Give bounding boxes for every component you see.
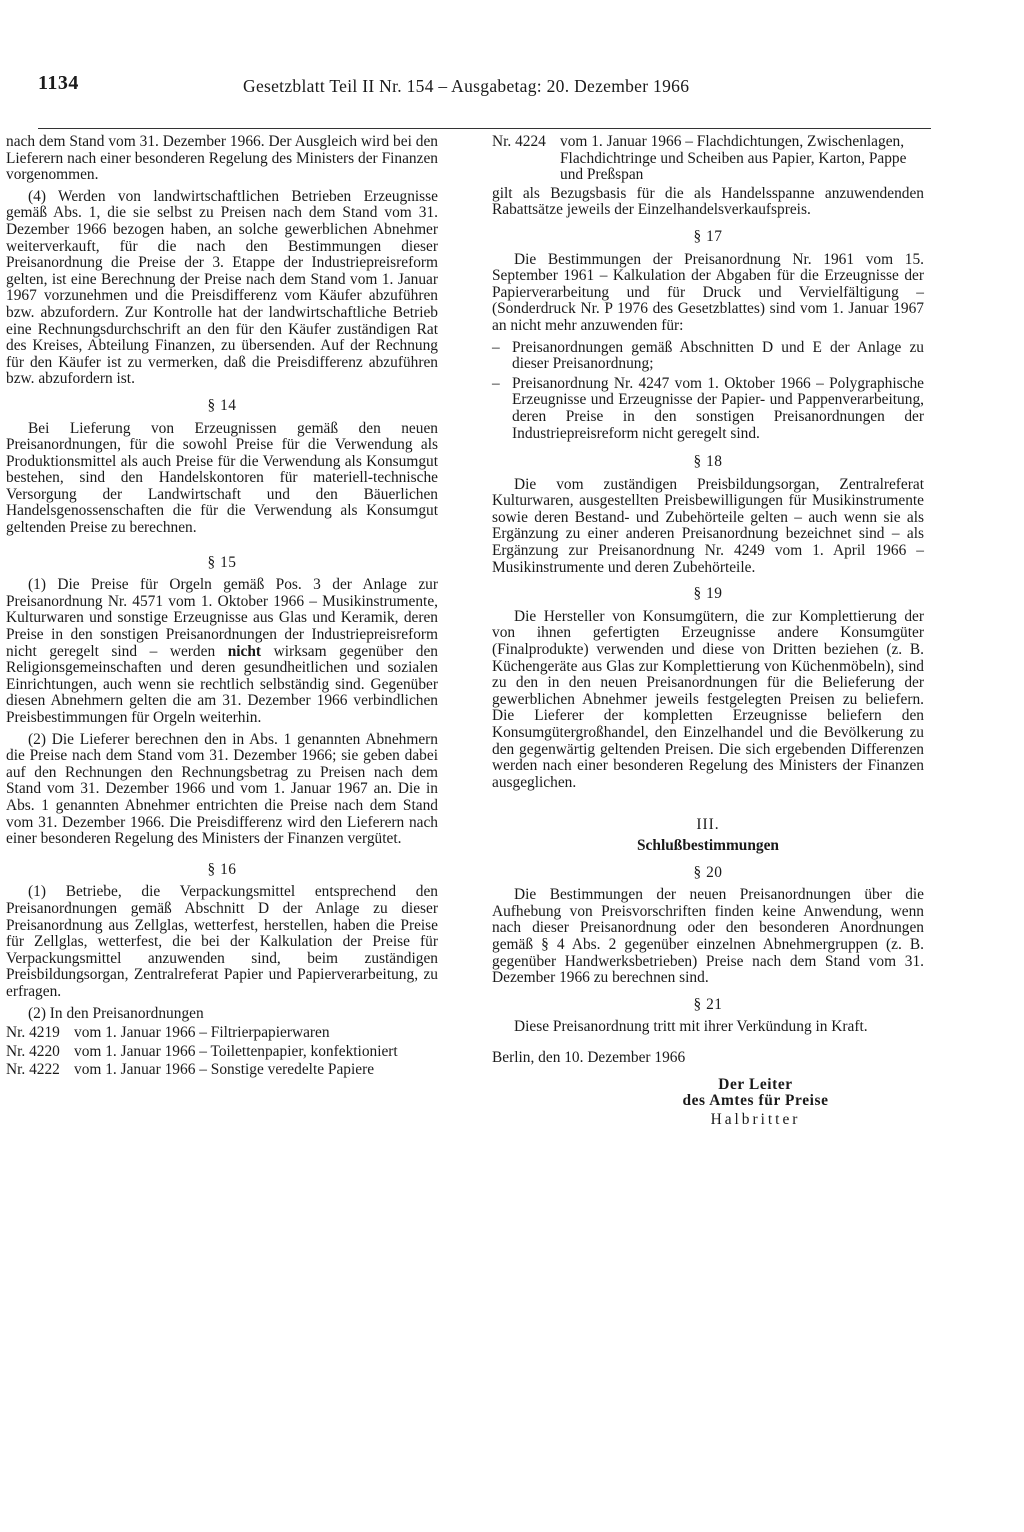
part-number: III. — [696, 816, 720, 834]
section-16-tail: gilt als Bezugsbasis für die als Handelsspanne anzuwendenden Rabattsätze jeweils der Einzelhandelsverkaufspreis. — [492, 184, 924, 219]
section-18-text: Die vom zuständigen Preisbildungsorgan, Zentralreferat Kulturwaren, ausgestellten Preisbewilligungen für Musikinstrumente sowie deren Bestand- und Zubehörteile gelten – auch wenn sie als Ergänzung zu einer anderen Preisanordnung bezeichnet sind – als Ergänzung zur Preisanordnung Nr. 4249 vom 1. April 1966 – Musikinstrumente und deren Zubehörteile. — [492, 475, 924, 576]
page-header — [0, 66, 1024, 106]
place-and-date: Berlin, den 10. Dezember 1966 — [492, 1048, 686, 1066]
section-17-text: Die Bestimmungen der Preisanordnung Nr. 1961 vom 15. September 1961 – Kalkulation der Abgaben für die Erzeugnisse der Papierverarbeitung und für Druck und Vervielfältigung – (Sonderdruck Nr. P 1976 des Gesetzblattes) sind vom 1. Januar 1967 an nicht mehr anzuwenden für: — [492, 250, 924, 334]
list-item — [492, 376, 924, 442]
entry-text: vom 1. Januar 1966 – Flachdichtungen, Zwischenlagen, Flachdichtringe und Scheiben aus Papier, Karton, Pappe und Preßspan — [560, 133, 907, 184]
signature-title-2: des Amtes für Preise — [682, 1092, 829, 1110]
paragraph-4: (4) Werden von landwirtschaftlichen Betrieben Erzeugnisse gemäß Abs. 1, die sie selbst zu Preisen nach dem Stand vom 31. Dezember 1966 bezogen haben, an solche gewerblichen Abnehmer weiterverkauft, für die nach den Bestimmungen dieser Preisanordnung die Preise der 3. Etappe der Industriepreisreform gelten, ist eine Berechnung der Preise nach dem Stand vom 1. Januar 1967 vorzunehmen und die Preisdifferenz vom Käufer abzuführen bzw. abzufordern. Zur Kontrolle hat der landwirtschaftliche Betrieb eine Rechnungsdurchschrift an den für den Käufer zuständigen Rat des Kreises, Abteilung Finanzen, zu übersenden. Auf der Rechnung für den Käufer ist zu vermerken, daß die Preisdifferenz abzuführen bzw. abzufordern ist. — [6, 187, 438, 388]
section-16-heading: § 16 — [207, 860, 237, 878]
section-15-heading: § 15 — [207, 553, 237, 571]
section-15-para-1-b: wirksam gegenüber den Religionsgemeinschaften und deren gesundheitlichen und sozialen Einrichtungen, auch wenn sie rechtlich selbständig sind. Gegenüber diesen Abnehmern gelten die am 31. Dezember 1966 verbindlichen Preisbestimmungen für Orgeln weiterhin. — [6, 642, 438, 726]
list-item-text: Preisanordnungen gemäß Abschnitten D und E der Anlage zu dieser Preisanordnung; — [512, 338, 924, 373]
list-item — [6, 1025, 438, 1042]
section-21-text: Diese Preisanordnung tritt mit ihrer Verkündung in Kraft. — [514, 1018, 868, 1036]
paragraph-continuation: nach dem Stand vom 31. Dezember 1966. Der Ausgleich wird bei den Lieferern nach einer besonderen Regelung des Ministers der Finanzen vorgenommen. — [6, 133, 438, 184]
dash-bullet: – — [492, 338, 500, 356]
section-20-text: Die Bestimmungen der neuen Preisanordnungen über die Aufhebung von Preisvorschriften finden keine Anwendung, wenn nach dieser Preisanordnung oder den besonderen Anordnungen gemäß § 4 Abs. 2 gegenüber einzelnen Abnehmergruppen (z. B. gegenüber Handwerksbetrieben) Preise nach dem Stand vom 31. Dezember 1966 zu berechnen sind. — [492, 886, 924, 987]
page-number: 1134 — [38, 72, 79, 94]
header-rule — [38, 128, 931, 129]
section-17-heading: § 17 — [693, 227, 723, 245]
section-14-heading: § 14 — [207, 396, 237, 414]
section-15-para-1-a: (1) Die Preise für Orgeln gemäß Pos. 3 der Anlage zur Preisanordnung Nr. 4571 vom 1. Oktober 1966 – Musikinstrumente, Kulturwaren und sonstige Erzeugnisse aus Glas und Keramik, deren Preise in den sonstigen Preisanordnungen der Industriepreisreform nicht geregelt sind – werden — [6, 576, 438, 660]
entry-number: Nr. 4219 — [6, 1024, 60, 1042]
left-column — [6, 134, 438, 1081]
emphasis-nicht: nicht — [227, 642, 262, 660]
list-item-text: Preisanordnung Nr. 4247 vom 1. Oktober 1966 – Polygraphische Erzeugnisse und Erzeugnisse der Papier- und Pappenverarbeitung, deren Preise in den sonstigen Preisanordnungen der Industriepreisreform nicht geregelt sind. — [512, 374, 924, 442]
list-item — [492, 340, 924, 373]
section-20-heading: § 20 — [693, 863, 723, 881]
signatory-name: Halbritter — [710, 1110, 801, 1128]
section-19-heading: § 19 — [693, 585, 723, 603]
entry-number: Nr. 4222 — [6, 1061, 60, 1079]
section-19-text: Die Hersteller von Konsumgütern, die zur Komplettierung der von ihnen gefertigten Erzeugnisse andere Konsumgüter (Finalprodukte) verwenden und diese von Dritten beziehen (z. B. Küchengeräte aus Glas zur Komplettierung von Küchenmöbeln), sind zu den in den neuen Preisanordnungen für die Belieferung der gewerblichen Abnehmer jeweils festgelegten Preisen zu beliefern. Die Lieferer der kompletten Erzeugnisse beliefern den Konsumgütergroßhandel, den Einzelhandel und die Bevölkerung zu den gegenwärtig geltenden Preisen. Die sich ergebenden Differenzen werden nach einer besonderen Regelung des Ministers der Finanzen ausgeglichen. — [492, 607, 924, 791]
list-item — [6, 1062, 438, 1079]
section-14-text: Bei Lieferung von Erzeugnissen gemäß den neuen Preisanordnungen, für die sowohl Preise für die Verwendung als Produktionsmittel als auch Preise für die Verwendung als Konsumgut bestehen, sind den Handelskontoren für materiell-technische Versorgung der Landwirtschaft und den Bäuerlichen Handelsgenossenschaften die für die Verwendung als Konsumgut geltenden Preise zu berechnen. — [6, 419, 438, 537]
section-15-para-1 — [6, 577, 438, 726]
signature-title-1: Der Leiter — [718, 1075, 793, 1093]
entry-number: Nr. 4220 — [6, 1042, 60, 1060]
section-21-heading: § 21 — [693, 995, 723, 1013]
section-16-para-2: (2) In den Preisanordnungen — [28, 1004, 204, 1022]
part-title: Schlußbestimmungen — [637, 836, 779, 854]
list-item — [492, 134, 924, 184]
section-18-heading: § 18 — [693, 453, 723, 471]
section-16-para-1: (1) Betriebe, die Verpackungsmittel entsprechend den Preisanordnungen gemäß Abschnitt D der Anlage zu dieser Preisanordnung aus Zellglas, wetterfest, herstellen, haben die Preise für Zellglas, wetterfest, die bei der Kalkulation der Preise für Verpackungsmittel anzuwenden sind, beim zuständigen Preisbildungsorgan, Zentralreferat Papier und Papierverarbeitung, zu erfragen. — [6, 883, 438, 1000]
running-title: Gesetzblatt Teil II Nr. 154 – Ausgabetag: 20. Dezember 1966 — [243, 76, 690, 96]
dash-bullet: – — [492, 374, 500, 392]
entry-text: vom 1. Januar 1966 – Toilettenpapier, konfektioniert — [74, 1042, 398, 1060]
entry-text: vom 1. Januar 1966 – Sonstige veredelte Papiere — [74, 1061, 375, 1079]
right-column — [492, 134, 924, 1128]
section-15-para-2: (2) Die Lieferer berechnen den in Abs. 1 genannten Abnehmern die Preise nach dem Stand vom 31. Dezember 1966; sie geben dabei auf den Rechnungen den Rechnungsbetrag zu Preisen nach dem Stand vom 31. Dezember 1966 und vom 1. Januar 1967 an. Die in Abs. 1 genannten Abnehmer entrichten die Preise nach dem Stand vom 31. Dezember 1966. Die Preisdifferenz wird den Lieferern nach einer besonderen Regelung des Ministers der Finanzen vergütet. — [6, 730, 438, 848]
list-item — [6, 1044, 438, 1061]
entry-text: vom 1. Januar 1966 – Filtrierpapierwaren — [74, 1024, 330, 1042]
entry-number: Nr. 4224 — [492, 133, 546, 150]
